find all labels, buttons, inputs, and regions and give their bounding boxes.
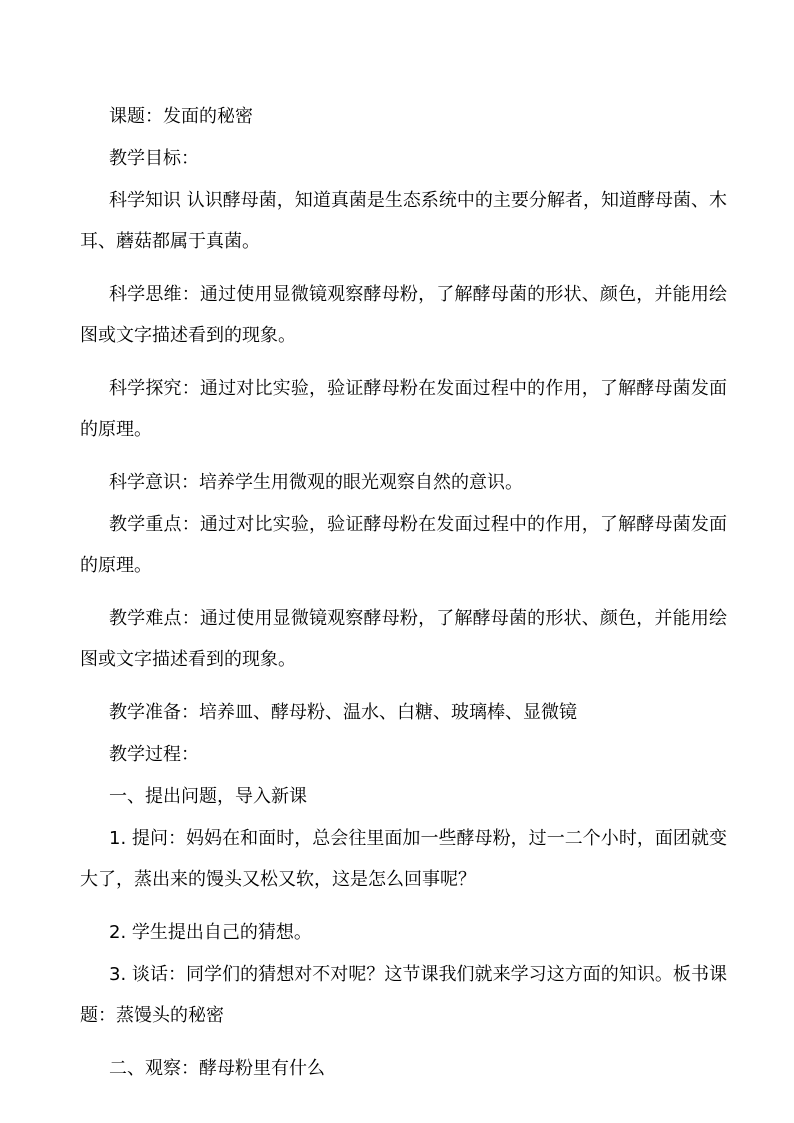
step-three-talk: 3. 谈话：同学们的猜想对不对呢？这节课我们就来学习这方面的知识。板书课题：蒸馒头的秘密 [80, 964, 727, 1026]
lesson-title: 课题：发面的秘密 [109, 106, 253, 127]
teaching-materials: 教学准备：培养皿、酵母粉、温水、白糖、玻璃棒、显微镜 [109, 702, 577, 723]
objective-thinking: 科学思维：通过使用显微镜观察酵母粉，了解酵母菌的形状、颜色，并能用绘图或文字描述看到的现象。 [80, 284, 727, 346]
objective-inquiry: 科学探究：通过对比实验，验证酵母粉在发面过程中的作用，了解酵母菌发面的原理。 [80, 378, 727, 440]
step-two-guess: 2. 学生提出自己的猜想。 [109, 922, 312, 943]
teaching-difficulty: 教学难点：通过使用显微镜观察酵母粉，了解酵母菌的形状、颜色，并能用绘图或文字描述看到的现象。 [80, 608, 727, 670]
section-two-heading: 二、观察：酵母粉里有什么 [109, 1058, 325, 1079]
section-one-heading: 一、提出问题，导入新课 [109, 786, 307, 807]
objective-awareness: 科学意识：培养学生用微观的眼光观察自然的意识。 [109, 472, 523, 493]
objectives-heading: 教学目标： [109, 148, 199, 169]
process-heading: 教学过程： [109, 744, 199, 765]
objective-knowledge: 科学知识 认识酵母菌，知道真菌是生态系统中的主要分解者，知道酵母菌、木耳、蘑菇都属于真菌。 [80, 190, 727, 252]
step-one-question: 1. 提问：妈妈在和面时，总会往里面加一些酵母粉，过一二个小时，面团就变大了，蒸出来的馒头又松又软，这是怎么回事呢？ [80, 828, 727, 890]
teaching-key-point: 教学重点：通过对比实验，验证酵母粉在发面过程中的作用，了解酵母菌发面的原理。 [80, 514, 727, 576]
lesson-plan-body [80, 96, 727, 1090]
